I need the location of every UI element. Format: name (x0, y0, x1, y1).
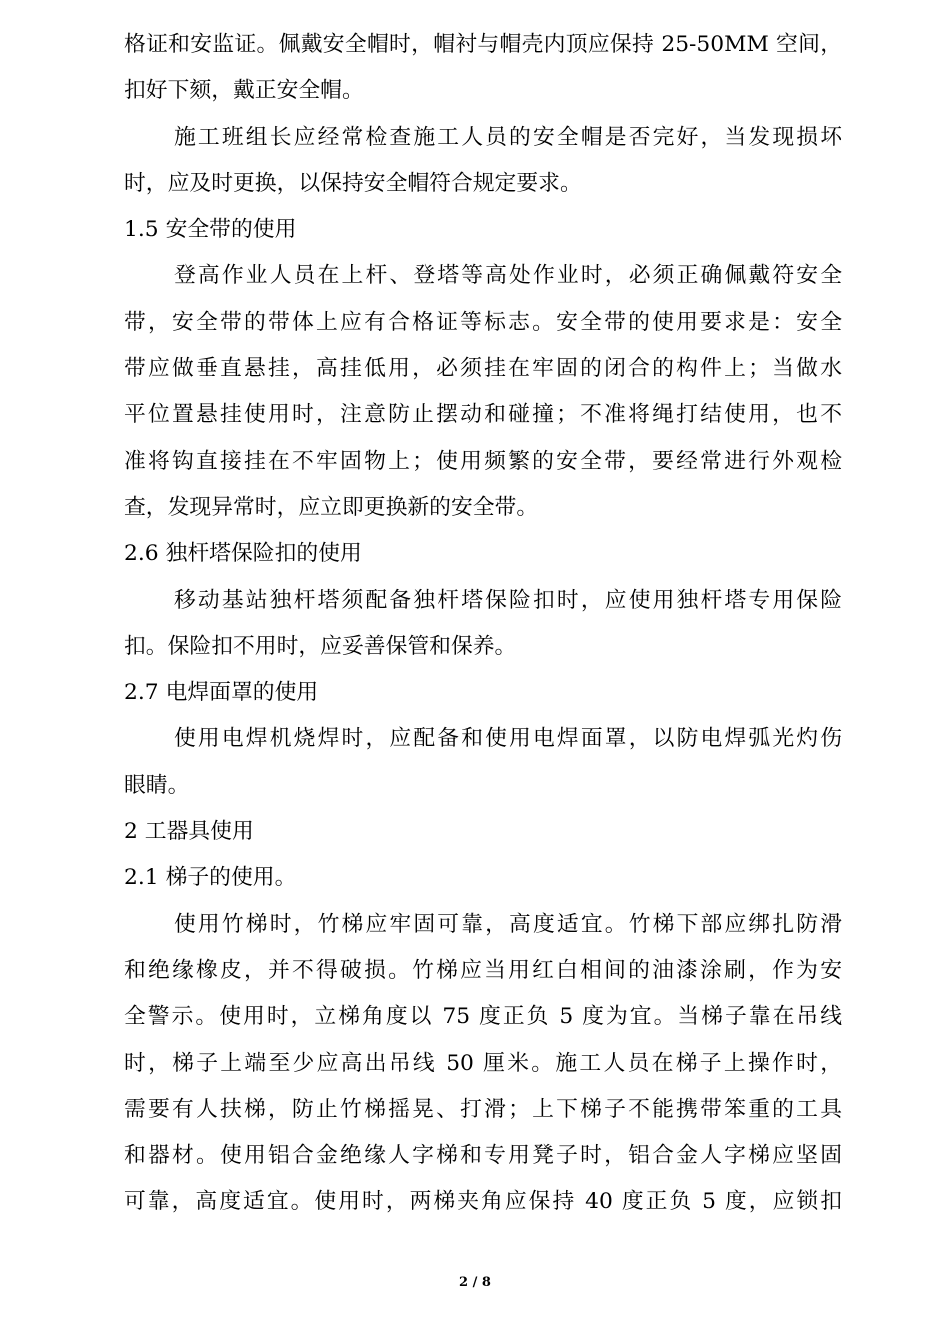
text-line: 扣。保险扣不用时，应妥善保管和保养。 (124, 633, 517, 659)
document-body (124, 22, 842, 1226)
chapter-heading: 2 工器具使用 (124, 819, 254, 845)
text-line: 带，安全带的带体上应有合格证等标志。安全带的使用要求是：安全 (124, 309, 842, 335)
text-line: 时，应及时更换，以保持安全帽符合规定要求。 (124, 170, 582, 196)
text-line: 时，梯子上端至少应高出吊线 50 厘米。施工人员在梯子上操作时， (124, 1050, 842, 1076)
section-heading: 1.5 安全带的使用 (124, 217, 297, 243)
text-line: 带应做垂直悬挂，高挂低用，必须挂在牢固的闭合的构件上；当做水 (124, 356, 842, 382)
text-line: 平位置悬挂使用时，注意防止摆动和碰撞；不准将绳打结使用，也不 (124, 402, 842, 428)
text-line: 全警示。使用时，立梯角度以 75 度正负 5 度为宜。当梯子靠在吊线 (124, 1004, 842, 1030)
text-line: 移动基站独杆塔须配备独杆塔保险扣时，应使用独杆塔专用保险 (174, 587, 842, 613)
text-line: 和绝缘橡皮，并不得破损。竹梯应当用红白相间的油漆涂刷，作为安 (124, 957, 842, 983)
section-heading: 2.1 梯子的使用。 (124, 865, 297, 891)
text-line: 格证和安监证。佩戴安全帽时，帽衬与帽壳内顶应保持 25-50MM 空间， (124, 32, 842, 57)
text-line: 和器材。使用铝合金绝缘人字梯和专用凳子时，铝合金人字梯应坚固 (124, 1143, 842, 1169)
text-line: 可靠，高度适宜。使用时，两梯夹角应保持 40 度正负 5 度，应锁扣 (124, 1189, 842, 1215)
text-line: 准将钩直接挂在不牢固物上；使用频繁的安全带，要经常进行外观检 (124, 448, 842, 474)
text-line: 登高作业人员在上杆、登塔等高处作业时，必须正确佩戴符安全 (174, 263, 842, 289)
section-heading: 2.7 电焊面罩的使用 (124, 680, 319, 706)
text-line: 使用电焊机烧焊时，应配备和使用电焊面罩，以防电焊弧光灼伤 (174, 726, 842, 752)
text-line: 扣好下颏，戴正安全帽。 (124, 78, 364, 104)
text-line: 使用竹梯时，竹梯应牢固可靠，高度适宜。竹梯下部应绑扎防滑 (174, 911, 842, 937)
text-line: 施工班组长应经常检查施工人员的安全帽是否完好，当发现损坏 (174, 124, 842, 150)
section-heading: 2.6 独杆塔保险扣的使用 (124, 541, 362, 567)
text-line: 眼睛。 (124, 772, 190, 798)
text-line: 需要有人扶梯，防止竹梯摇晃、打滑；上下梯子不能携带笨重的工具 (124, 1096, 842, 1122)
page-number: 2 / 8 (459, 1275, 491, 1290)
text-line: 查，发现异常时，应立即更换新的安全带。 (124, 494, 539, 520)
